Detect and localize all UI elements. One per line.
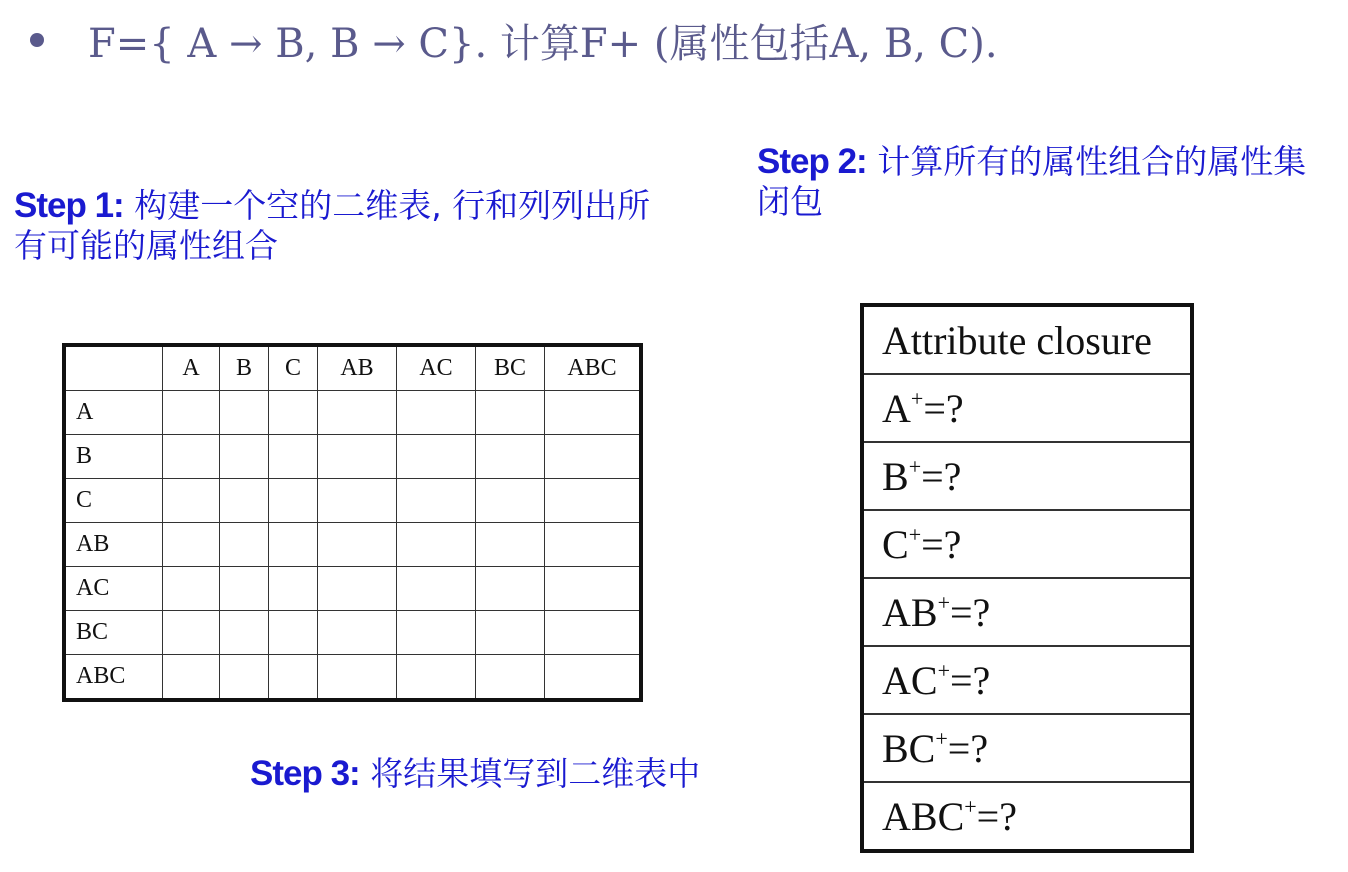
matrix-cell (545, 435, 642, 479)
matrix-row (64, 655, 641, 701)
matrix-cell (163, 611, 220, 655)
matrix-cell (269, 523, 318, 567)
closure-rest: =? (947, 725, 989, 771)
matrix-cell (220, 435, 269, 479)
matrix-cell (269, 611, 318, 655)
closure-sup: + (964, 793, 977, 819)
closure-row (862, 442, 1192, 510)
step-3-label: Step 3: (250, 754, 360, 793)
closure-attr: AC (882, 657, 938, 703)
closure-rest: =? (921, 521, 962, 567)
matrix-cell (397, 479, 476, 523)
closure-sup: + (908, 453, 922, 479)
matrix-cell (220, 391, 269, 435)
step-3-body: 将结果填写到二维表中 (359, 754, 701, 793)
matrix-cell (397, 435, 476, 479)
matrix-row-header: B (64, 435, 163, 479)
closure-rest: =? (921, 453, 962, 499)
matrix-row (64, 435, 641, 479)
closure-sup: + (908, 521, 922, 547)
matrix-cell (476, 611, 545, 655)
matrix-cell (269, 435, 318, 479)
matrix-cell (163, 479, 220, 523)
closure-rest: =? (923, 385, 964, 431)
matrix-col-header: A (163, 345, 220, 391)
matrix-row-header: A (64, 391, 163, 435)
matrix-cell (545, 655, 642, 701)
matrix-cell (397, 655, 476, 701)
header-text: F={ A → B, B → C}. 计算F+ (属性包括A, B, C). (88, 20, 998, 67)
matrix-row (64, 479, 641, 523)
closure-header-row (862, 305, 1192, 374)
matrix-cell (476, 567, 545, 611)
matrix-cell (269, 479, 318, 523)
header-line (30, 8, 998, 72)
closure-cell (862, 374, 1192, 442)
matrix-cell (163, 655, 220, 701)
closure-rest: =? (950, 657, 991, 703)
closure-attr: B (882, 453, 909, 499)
matrix-row (64, 611, 641, 655)
closure-cell (862, 510, 1192, 578)
matrix-cell (318, 435, 397, 479)
attribute-matrix-table (62, 343, 643, 702)
closure-row (862, 578, 1192, 646)
matrix-cell (318, 567, 397, 611)
closure-cell (862, 578, 1192, 646)
matrix-row-header: AC (64, 567, 163, 611)
closure-cell (862, 646, 1192, 714)
step-1-text (14, 186, 654, 266)
closure-sup: + (937, 589, 950, 615)
matrix-cell (269, 655, 318, 701)
matrix-cell (318, 479, 397, 523)
matrix-row-header: ABC (64, 655, 163, 701)
closure-row (862, 374, 1192, 442)
matrix-cell (545, 479, 642, 523)
closure-sup: + (910, 385, 924, 411)
matrix-cell (397, 391, 476, 435)
matrix-cell (545, 523, 642, 567)
matrix-cell (476, 391, 545, 435)
matrix-cell (476, 435, 545, 479)
matrix-cell (163, 391, 220, 435)
matrix-row-header: AB (64, 523, 163, 567)
matrix-cell (318, 391, 397, 435)
matrix-cell (397, 611, 476, 655)
matrix-cell (220, 567, 269, 611)
closure-rest: =? (976, 793, 1017, 839)
matrix-cell (397, 523, 476, 567)
closure-header-cell: Attribute closure (862, 305, 1192, 374)
matrix-cell (476, 479, 545, 523)
matrix-header-row (64, 345, 641, 391)
closure-attr: AB (882, 589, 938, 635)
matrix-cell (220, 479, 269, 523)
step-1-body: 构建一个空的二维表, 行和列列出所有可能的属性组合 (14, 186, 651, 265)
matrix-row (64, 523, 641, 567)
closure-row (862, 646, 1192, 714)
step-2-label: Step 2: (757, 142, 867, 181)
matrix-cell (397, 567, 476, 611)
closure-attr: A (882, 385, 911, 431)
step-3-text (250, 754, 770, 794)
matrix-cell (220, 611, 269, 655)
matrix-cell (545, 391, 642, 435)
matrix-cell (220, 523, 269, 567)
closure-sup: + (937, 657, 950, 683)
matrix-corner-cell (64, 345, 163, 391)
closure-attr: BC (882, 725, 936, 771)
closure-attr: C (882, 521, 909, 567)
closure-row (862, 782, 1192, 851)
matrix-cell (476, 655, 545, 701)
matrix-col-header: BC (476, 345, 545, 391)
closure-rest: =? (950, 589, 991, 635)
matrix-row (64, 391, 641, 435)
matrix-cell (220, 655, 269, 701)
attribute-closure-table (860, 303, 1194, 853)
matrix-col-header: ABC (545, 345, 642, 391)
matrix-cell (545, 567, 642, 611)
matrix-cell (318, 655, 397, 701)
matrix-cell (269, 567, 318, 611)
matrix-cell (163, 567, 220, 611)
closure-attr: ABC (882, 793, 965, 839)
matrix-cell (318, 523, 397, 567)
matrix-col-header: C (269, 345, 318, 391)
matrix-cell (545, 611, 642, 655)
closure-row (862, 510, 1192, 578)
matrix-cell (476, 523, 545, 567)
matrix-col-header: AB (318, 345, 397, 391)
closure-cell (862, 782, 1192, 851)
matrix-row (64, 567, 641, 611)
step-1-label: Step 1: (14, 186, 124, 225)
matrix-row-header: BC (64, 611, 163, 655)
closure-row (862, 714, 1192, 782)
closure-cell (862, 714, 1192, 782)
matrix-col-header: B (220, 345, 269, 391)
closure-sup: + (935, 725, 948, 751)
matrix-row-header: C (64, 479, 163, 523)
matrix-cell (318, 611, 397, 655)
matrix-cell (163, 523, 220, 567)
matrix-col-header: AC (397, 345, 476, 391)
matrix-cell (163, 435, 220, 479)
bullet-icon (30, 33, 44, 47)
matrix-cell (269, 391, 318, 435)
step-2-text (757, 142, 1337, 222)
step-2-body: 计算所有的属性组合的属性集闭包 (757, 142, 1307, 221)
closure-cell (862, 442, 1192, 510)
